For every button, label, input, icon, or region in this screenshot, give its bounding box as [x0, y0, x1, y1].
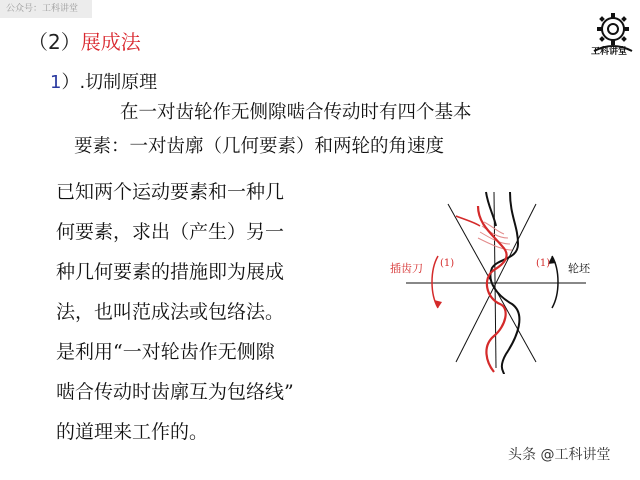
blank-omega-label: (1)	[536, 258, 551, 269]
cutter-tooth-profile	[478, 206, 507, 372]
section-title: 展成法	[80, 30, 141, 54]
intro-line: 要素：一对齿廓（几何要素）和两轮的角速度	[74, 136, 445, 157]
cutter-label: 插齿刀	[390, 262, 423, 275]
body-line: 种几何要素的措施即为展成	[56, 261, 285, 283]
body-line: 啮合传动时齿廓互为包络线”	[56, 381, 294, 403]
subsection-title: ）.切制原理	[61, 72, 158, 93]
intro-paragraph	[74, 96, 614, 164]
body-paragraph	[56, 172, 366, 452]
body-line: 已知两个运动要素和一种几	[56, 181, 285, 203]
body-line: 是利用“一对轮齿作无侧隙	[56, 341, 275, 363]
cutter-omega-label: (1)	[440, 258, 455, 269]
generating-method-diagram	[386, 186, 602, 374]
logo-text: 工科讲堂	[590, 47, 627, 57]
footer-watermark: 头条 @工科讲堂	[508, 447, 611, 463]
subsection-number: 1	[50, 72, 62, 93]
blank-label: 轮坯	[568, 262, 590, 275]
section-heading	[28, 26, 141, 55]
body-line: 法，也叫范成法或包络法。	[56, 301, 285, 323]
intro-line: 在一对齿轮作无侧隙啮合传动时有四个基本	[120, 102, 472, 123]
body-line: 何要素，求出（产生）另一	[56, 221, 285, 243]
body-line: 的道理来工作的。	[56, 421, 209, 443]
subsection-heading	[50, 68, 157, 94]
cutter-rotation-arrow	[432, 256, 438, 308]
blank-rotation-arrow	[552, 256, 558, 308]
section-number: （2）	[28, 30, 81, 54]
watermark: 公众号：工科讲堂	[0, 0, 92, 18]
